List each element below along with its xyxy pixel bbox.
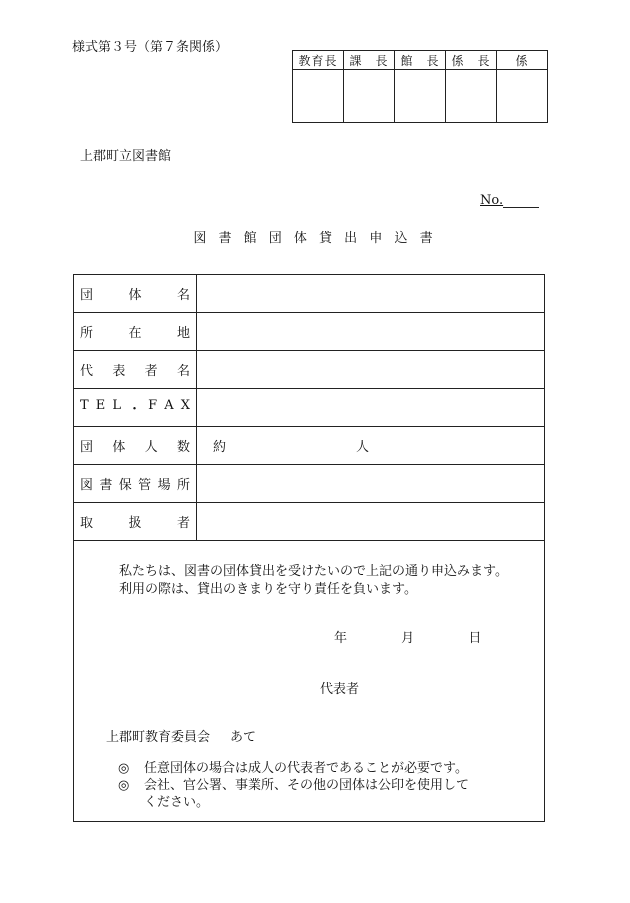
label-char: 地	[176, 326, 190, 341]
date-line	[334, 627, 531, 646]
double-circle-icon: ◎	[118, 778, 130, 793]
field-value-member-count[interactable]	[197, 427, 545, 465]
label-char: 体	[112, 440, 126, 455]
label-char: 人	[144, 440, 158, 455]
field-row-tel-fax	[74, 389, 544, 427]
field-label-text	[80, 322, 190, 341]
field-unit: 人	[356, 440, 370, 455]
document-number	[480, 193, 539, 208]
statement	[119, 563, 508, 599]
addressee	[106, 726, 256, 745]
field-label-text	[80, 284, 190, 303]
label-char: E	[95, 398, 106, 413]
field-label-member-count	[74, 427, 197, 465]
approval-header-director: 館 長	[395, 51, 446, 70]
field-label-text	[80, 512, 190, 531]
approval-stamp-cell[interactable]	[395, 70, 446, 123]
label-char: 体	[128, 288, 142, 303]
label-char: 所	[176, 478, 190, 493]
approval-stamp-cell[interactable]	[293, 70, 344, 123]
label-char: 名	[176, 288, 190, 303]
field-value-handler[interactable]	[197, 503, 545, 541]
notes	[118, 760, 469, 811]
label-char: 管	[138, 478, 152, 493]
label-char: 在	[128, 326, 142, 341]
field-label-text	[80, 436, 190, 455]
note-item	[118, 760, 469, 777]
double-circle-icon: ◎	[118, 761, 130, 776]
field-label-storage-location	[74, 465, 197, 503]
application-fields-table	[74, 275, 544, 541]
field-label-handler	[74, 503, 197, 541]
label-char: 扱	[128, 516, 142, 531]
label-char: 書	[99, 478, 113, 493]
field-value-address[interactable]	[197, 313, 545, 351]
field-row-group-name	[74, 275, 544, 313]
field-label-tel-fax	[74, 389, 197, 427]
label-char: 者	[144, 364, 158, 379]
label-char: 保	[118, 478, 132, 493]
label-char: X	[180, 398, 190, 413]
label-char: 団	[80, 288, 94, 303]
field-value-storage-location[interactable]	[197, 465, 545, 503]
label-char: L	[112, 398, 121, 413]
label-char: 所	[80, 326, 94, 341]
field-label-address	[74, 313, 197, 351]
field-value-group-name[interactable]	[197, 275, 545, 313]
approval-stamp-cell[interactable]	[446, 70, 497, 123]
label-char: 者	[176, 516, 190, 531]
representative-label: 代表者	[320, 682, 360, 697]
field-row-storage-location	[74, 465, 544, 503]
label-char: 代	[80, 364, 94, 379]
label-char: 表	[112, 364, 126, 379]
document-title: 図 書 館 団 体 貸 出 申 込 書	[193, 231, 437, 246]
approval-header-subsection-chief: 係 長	[446, 51, 497, 70]
label-char: F	[148, 398, 158, 413]
field-label-text	[80, 474, 190, 493]
field-row-member-count	[74, 427, 544, 465]
approval-header-staff: 係	[497, 51, 548, 70]
note-text: 任意団体の場合は成人の代表者であることが必要です。	[144, 761, 468, 776]
field-prefix: 約	[213, 440, 227, 455]
approval-stamp-table	[292, 50, 548, 123]
addressee-suffix: あて	[230, 730, 257, 745]
label-char: 図	[80, 478, 94, 493]
field-label-text	[80, 398, 190, 417]
field-value-tel-fax[interactable]	[197, 389, 545, 427]
document-number-field[interactable]	[503, 193, 539, 208]
date-year-label: 年	[334, 631, 348, 646]
approval-stamp-cell[interactable]	[497, 70, 548, 123]
field-value-representative-name[interactable]	[197, 351, 545, 389]
field-row-address	[74, 313, 544, 351]
note-text: 会社、官公署、事業所、その他の団体は公印を使用して ください。	[144, 778, 470, 810]
no-label: No.	[480, 193, 504, 208]
approval-stamp-cell[interactable]	[344, 70, 395, 123]
label-char: A	[164, 398, 174, 413]
library-name: 上郡町立図書館	[80, 149, 172, 164]
approval-header-section-chief: 課 長	[344, 51, 395, 70]
field-row-handler	[74, 503, 544, 541]
note-item	[118, 777, 469, 811]
field-label-representative-name	[74, 351, 197, 389]
date-day-label: 日	[468, 631, 482, 646]
label-char: 取	[80, 516, 94, 531]
application-form-box	[73, 274, 545, 822]
label-char: ・	[128, 402, 142, 417]
label-char: 場	[157, 478, 171, 493]
field-label-group-name	[74, 275, 197, 313]
label-char: 団	[80, 440, 94, 455]
statement-line: 利用の際は、貸出のきまりを守り責任を負います。	[119, 582, 417, 597]
statement-line: 私たちは、図書の団体貸出を受けたいので上記の通り申込みます。	[119, 564, 508, 579]
form-number: 様式第３号（第７条関係）	[72, 40, 229, 55]
label-char: 数	[176, 440, 190, 455]
field-value-text	[197, 436, 544, 455]
label-char: 名	[176, 364, 190, 379]
field-row-representative-name	[74, 351, 544, 389]
field-label-text	[80, 360, 190, 379]
board-name: 上郡町教育委員会	[106, 730, 211, 745]
date-month-label: 月	[401, 631, 415, 646]
approval-header-superintendent: 教育長	[293, 51, 344, 70]
label-char: T	[80, 398, 89, 413]
